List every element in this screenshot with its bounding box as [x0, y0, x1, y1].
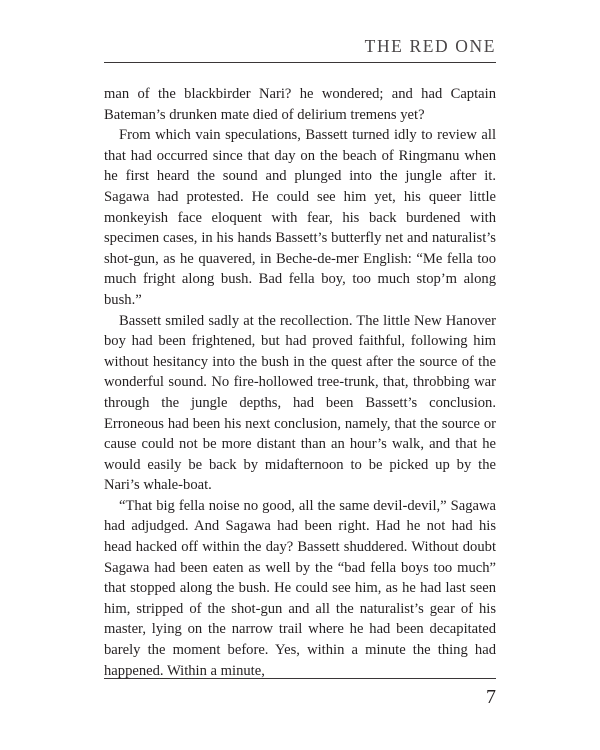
footer-rule: [104, 678, 496, 679]
paragraph-continued: man of the blackbirder Nari? he wondered; and had Captain Bateman’s drunken mate died of delirium tremens yet?: [104, 86, 496, 123]
paragraph: Bassett smiled sadly at the recollection. The little New Hanover boy had been frightened, but had proved faithful, following him without hesitancy into the bush in the quest after the source of the wonderful sound. No fire-hollowed tree-trunk, that, throbbing war through the jungle depths, had been Bassett’s conclusion. Erroneous had been his next conclusion, namely, that the source or cause could not be more distant than an hour’s walk, and that he would easily be back by midafternoon to be picked up by the Nari’s whale-boat.: [104, 312, 496, 494]
page-number: 7: [486, 686, 496, 708]
page-body: [104, 84, 496, 681]
paragraph: From which vain speculations, Bassett turned idly to review all that had occurred since that day on the beach of Ringmanu when he first heard the sound and plunged into the jungle after it. Sagawa had protested. He could see him yet, his queer little monkeyish face eloquent with fear, his back burdened with specimen cases, in his hands Bassett’s butterfly net and naturalist’s shot-gun, as he quavered, in Beche-de-mer English: “Me fella too much fright along bush. Bad fella boy, too much stop’m along bush.”: [104, 127, 496, 308]
paragraph: “That big fella noise no good, all the same devil-devil,” Sagawa had adjudged. And Sagawa had been right. Had he not had his head hacked off within the day? Bassett shuddered. Without doubt Sagawa had been eaten as well by the “bad fella boys too much” that stopped along the bush. He could see him, as he had last seen him, stripped of the shot-gun and all the naturalist’s gear of his master, lying on the narrow trail where he had been decapitated barely the moment before. Yes, within a minute the thing had happened. Within a minute,: [104, 497, 496, 679]
header-rule: [104, 62, 496, 63]
running-header-title: THE RED ONE: [364, 36, 496, 56]
